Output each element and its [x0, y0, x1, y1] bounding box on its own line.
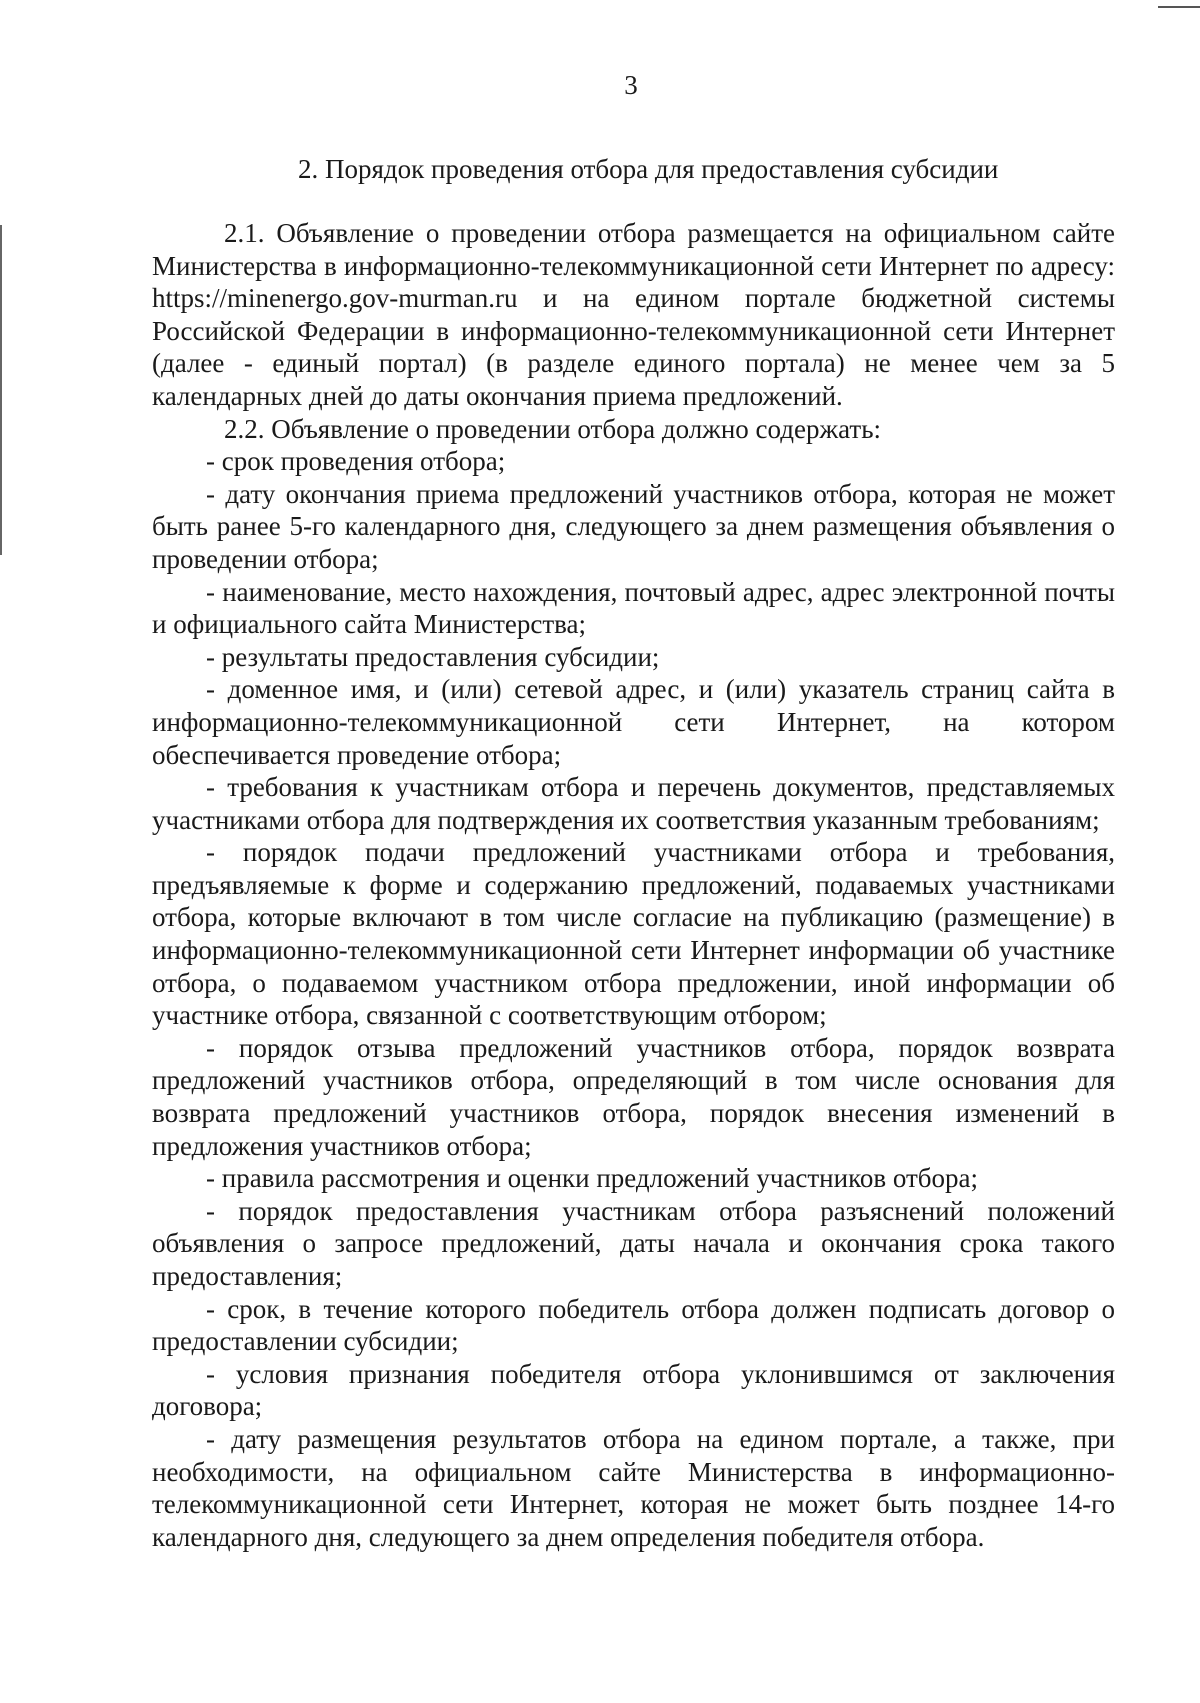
list-item: - дату размещения результатов отбора на едином портале, а также, при необходимости, на официальном сайте Министерства в информационно-телекоммуникационной сети Интернет, которая не может быть позднее 14-го календарного дня, следующего за днем определения победителя отбора.: [152, 1423, 1115, 1552]
scan-binding-line: [0, 225, 2, 555]
paragraph-2-2: 2.2. Объявление о проведении отбора должно содержать:: [224, 413, 882, 444]
list-item: - порядок подачи предложений участниками отбора и требования, предъявляемые к форме и содержанию предложений, подаваемых участниками отбора, которые включают в том числе согласие на публикацию (размещение) в информационно-телекоммуникационной сети Интернет информации об участнике отбора, о подаваемом участником отбора предложении, иной информации об участнике отбора, связанной с соответствующим отбором;: [152, 837, 1115, 1031]
section-title: 2. Порядок проведения отбора для предоставления субсидии: [298, 154, 999, 184]
list-item: - порядок предоставления участникам отбора разъяснений положений объявления о запросе предложений, даты начала и окончания срока такого предоставления;: [152, 1195, 1115, 1291]
list-item: - срок проведения отбора;: [206, 446, 506, 477]
list-item: - срок, в течение которого победитель отбора должен подписать договор о предоставлении субсидии;: [152, 1293, 1115, 1357]
list-item: - дату окончания приема предложений участников отбора, которая не может быть ранее 5-го календарного дня, следующего за днем размещения объявления о проведении отбора;: [152, 478, 1115, 574]
list-item: - доменное имя, и (или) сетевой адрес, и (или) указатель страниц сайта в информационно-телекоммуникационной сети Интернет, на котором обеспечивается проведение отбора;: [152, 674, 1115, 770]
scan-edge-mark: [1158, 6, 1200, 8]
page-number: 3: [624, 70, 638, 100]
paragraph-2-1: 2.1. Объявление о проведении отбора размещается на официальном сайте Министерства в информационно-телекоммуникационной сети Интернет по адресу: https://minenergo.gov-murman.ru и на едином портале бюджетной системы Российской Федерации в информационно-телекоммуникационной сети Интернет (далее - единый портал) (в разделе единого портала) не менее чем за 5 календарных дней до даты окончания приема предложений.: [152, 218, 1115, 411]
document-body: [152, 217, 1115, 1553]
list-item: - результаты предоставления субсидии;: [206, 641, 660, 672]
list-item: - условия признания победителя отбора уклонившимся от заключения договора;: [152, 1358, 1115, 1422]
list-item: - требования к участникам отбора и перечень документов, представляемых участниками отбора для подтверждения их соответствия указанным требованиям;: [152, 772, 1115, 835]
list-item: - правила рассмотрения и оценки предложений участников отбора;: [206, 1163, 978, 1194]
list-item: - наименование, место нахождения, почтовый адрес, адрес электронной почты и официального сайта Министерства;: [152, 576, 1115, 640]
list-item: - порядок отзыва предложений участников отбора, порядок возврата предложений участников отбора, определяющий в том числе основания для возврата предложений участников отбора, порядок внесения изменений в предложения участников отбора;: [152, 1032, 1115, 1161]
